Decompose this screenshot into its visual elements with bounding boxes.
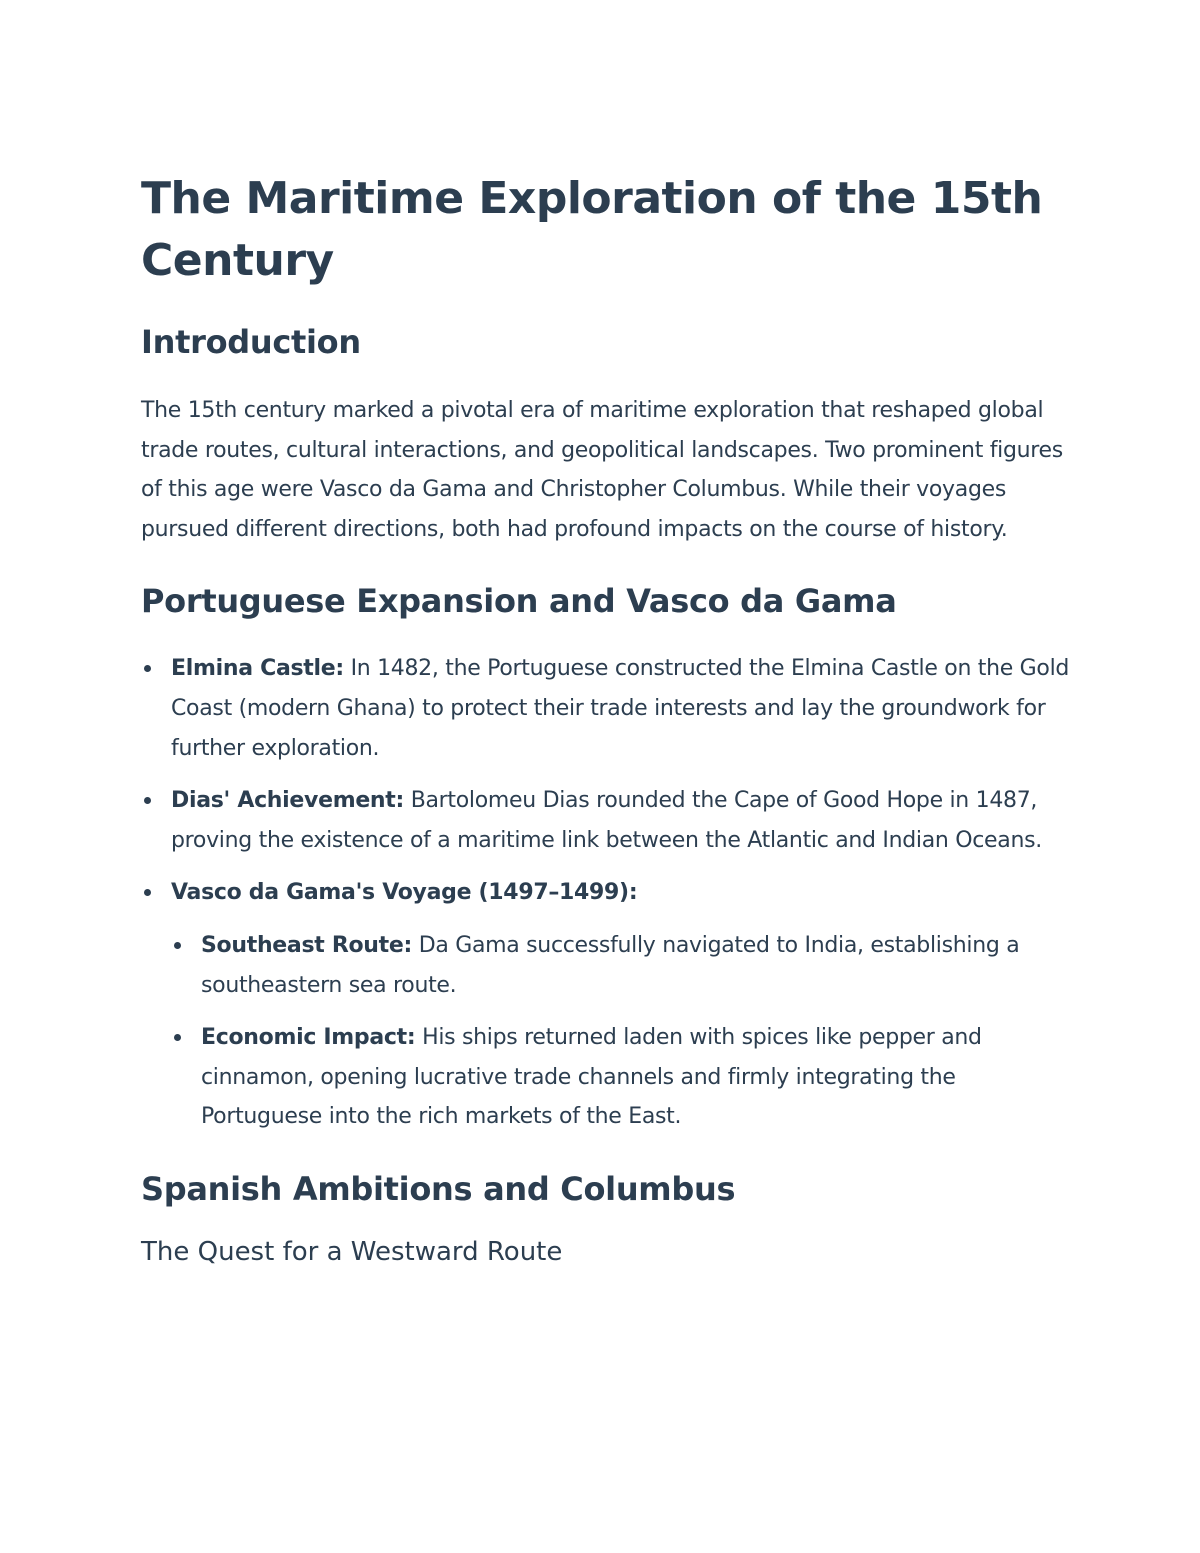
list-item-label: Economic Impact:	[201, 1025, 416, 1051]
list-item-label: Dias' Achievement:	[171, 788, 405, 814]
list-item-label: Southeast Route:	[201, 932, 412, 958]
list-item-text: Bartolomeu Dias rounded the Cape of Good Hope in 1487, proving the existence of a maritime link between the Atlantic and Indian Oceans.	[171, 788, 1042, 853]
sub-list-item-economic-impact	[171, 1018, 1071, 1137]
bullet-icon	[144, 665, 151, 672]
introduction-heading: Introduction	[141, 323, 361, 361]
bullet-icon	[144, 797, 151, 804]
list-item-vasco-da-gama-voyage	[141, 873, 1071, 1137]
portuguese-bullet-list	[141, 649, 1071, 1137]
bullet-icon	[174, 942, 181, 949]
sub-list-item-southeast-route	[171, 926, 1071, 1005]
list-item-text: His ships returned laden with spices like pepper and cinnamon, opening lucrative trade channels and firmly integrating the Portuguese into the rich markets of the East.	[201, 1025, 982, 1130]
bullet-icon	[144, 889, 151, 896]
list-item-label: Elmina Castle:	[171, 656, 344, 682]
document-title: The Maritime Exploration of the 15th Century	[141, 173, 1043, 286]
westward-route-subheading: The Quest for a Westward Route	[141, 1236, 563, 1267]
document-page	[141, 168, 1071, 1270]
bullet-icon	[174, 1034, 181, 1041]
introduction-paragraph: The 15th century marked a pivotal era of maritime exploration that reshaped global trade routes, cultural interactions, and geopolitical landscapes. Two prominent figures of this age were Vasco da Gama and Christopher Columbus. While their voyages pursued different directions, both had profound impacts on the course of history.	[141, 398, 1063, 542]
portuguese-expansion-heading: Portuguese Expansion and Vasco da Gama	[141, 582, 897, 621]
list-item-dias-achievement	[141, 781, 1071, 860]
list-item-text: In 1482, the Portuguese constructed the Elmina Castle on the Gold Coast (modern Ghana) to protect their trade interests and lay the groundwork for further exploration.	[171, 656, 1070, 761]
list-item-text: Da Gama successfully navigated to India, establishing a southeastern sea route.	[201, 932, 1020, 998]
list-item-label: Vasco da Gama's Voyage (1497–1499):	[171, 880, 638, 906]
voyage-sub-list	[171, 926, 1071, 1137]
list-item-elmina-castle	[141, 649, 1071, 768]
spanish-ambitions-heading: Spanish Ambitions and Columbus	[141, 1169, 736, 1208]
